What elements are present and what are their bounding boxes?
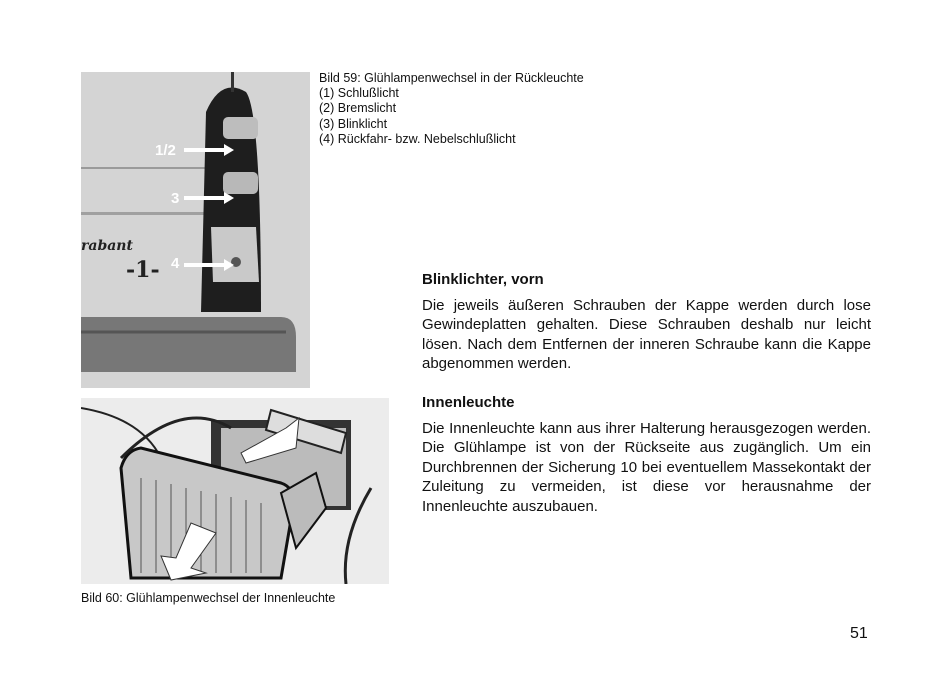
callout-1-2: 1/2 (155, 142, 176, 159)
legend-item: (4) Rückfahr- bzw. Nebelschlußlicht (319, 131, 516, 146)
legend-item: (3) Blinklicht (319, 116, 388, 131)
interior-light-drawing (81, 398, 389, 584)
callout-3: 3 (171, 190, 180, 207)
svg-text:rabant: rabant (81, 238, 133, 254)
section-front-indicators (422, 271, 871, 374)
page-number: 51 (850, 625, 868, 642)
svg-text:-1-: -1- (126, 257, 160, 283)
figure-59-title: Bild 59: Glühlampenwechsel in der Rückleuchte (319, 71, 584, 85)
section-heading: Blinklichter, vorn (422, 271, 544, 288)
section-body: Die Innenleuchte kann aus ihrer Halterung herausgezogen werden. Die Glühlampe ist von der Rückseite aus zugänglich. Um ein Durchbrennen der Sicherung 10 bei eventuellem Massekontakt der Zuleitung zu vermeiden, ist diese vor herausnahme der Innenleuchte auszubauen. (422, 420, 871, 515)
section-heading: Innenleuchte (422, 394, 515, 411)
rear-light-photo (81, 72, 310, 388)
section-body: Die jeweils äußeren Schrauben der Kappe werden durch lose Gewindeplatten gehalten. Diese Schrauben deshalb nur leicht lösen. Nach dem Entfernen der inneren Schraube kann die Kappe abgenommen werden. (422, 297, 871, 373)
interior-light-illustration (81, 398, 389, 584)
rear-light-illustration (81, 72, 310, 388)
section-interior-light (422, 394, 871, 516)
figure-59-caption (319, 71, 584, 147)
legend-item: (2) Bremslicht (319, 101, 397, 116)
callout-4: 4 (171, 255, 180, 272)
legend-item: (1) Schlußlicht (319, 86, 399, 101)
figure-60-caption: Bild 60: Glühlampenwechsel der Innenleuchte (81, 591, 336, 605)
